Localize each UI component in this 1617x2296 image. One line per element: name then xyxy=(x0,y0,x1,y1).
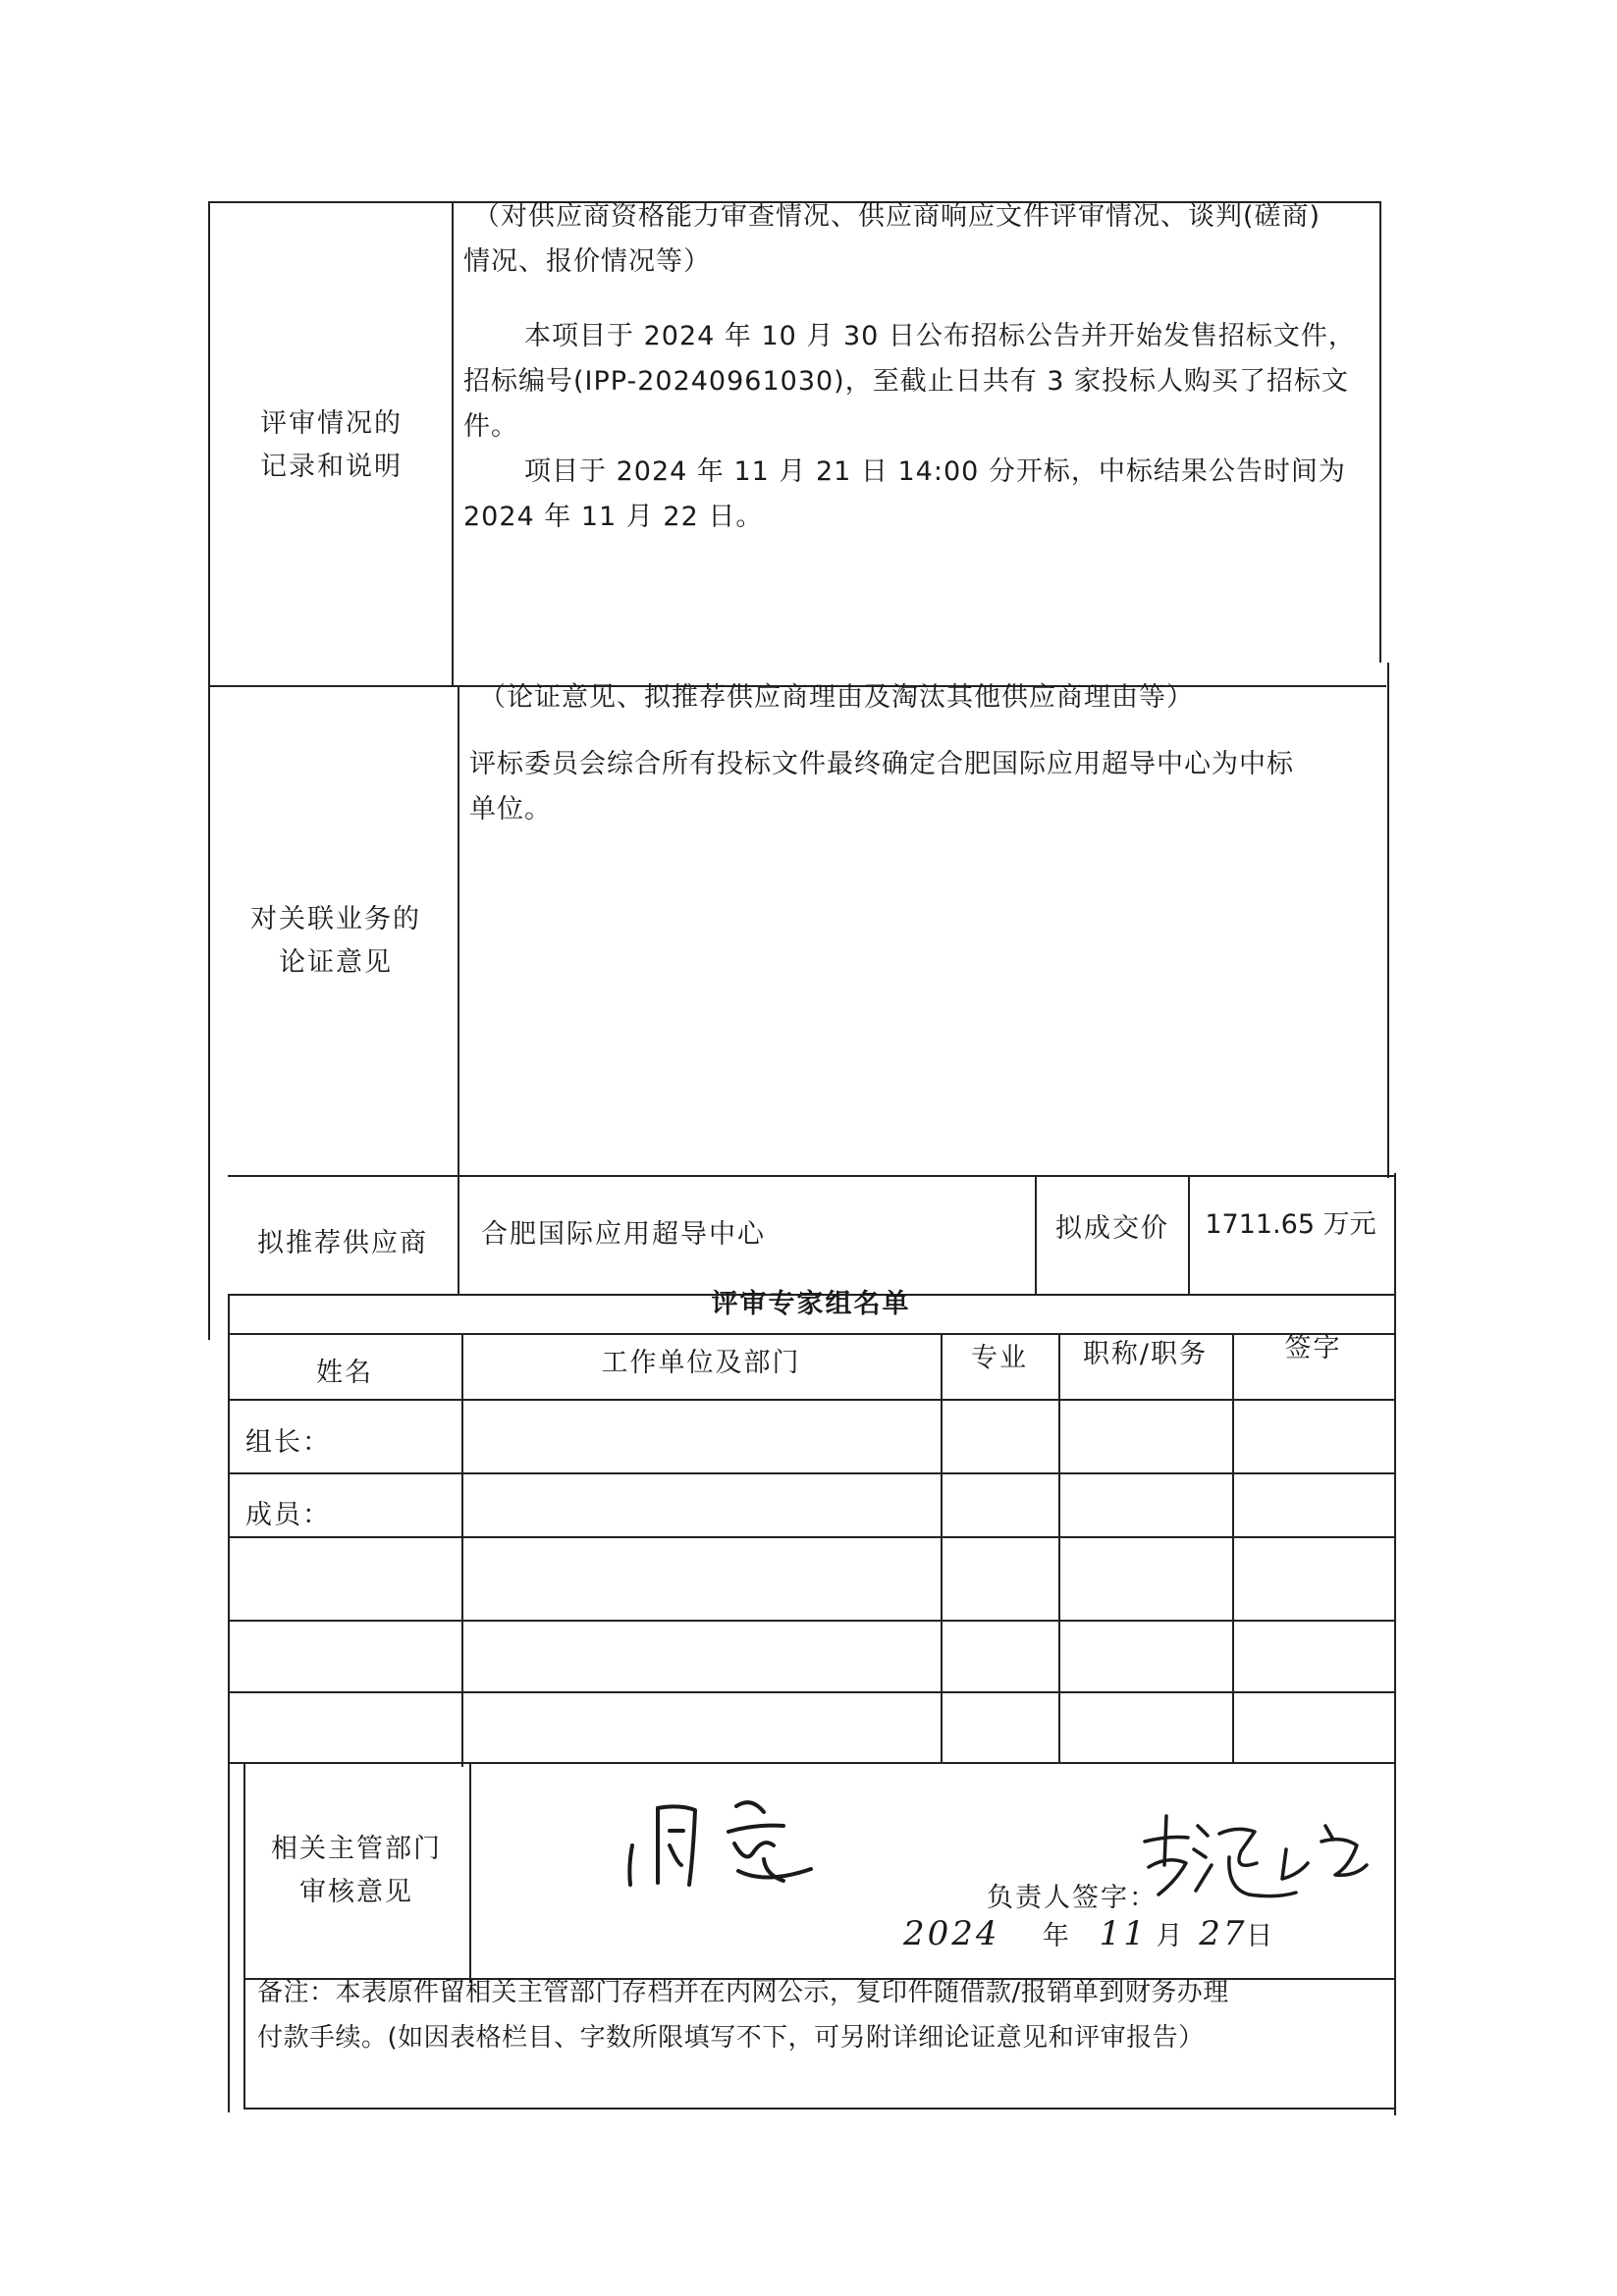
table-border-bottom xyxy=(243,2108,1394,2109)
label-divider-2 xyxy=(458,687,459,1296)
expert-header-major: 专业 xyxy=(971,1343,1028,1373)
expert-member-label: 成员： xyxy=(245,1500,331,1530)
table-border-right-2 xyxy=(1387,663,1389,1178)
table-border-right-3 xyxy=(1394,1173,1396,2115)
expert-header-title: 职称/职务 xyxy=(1082,1339,1209,1369)
review-label xyxy=(211,402,452,489)
recommend-price-label: 拟成交价 xyxy=(1055,1213,1169,1244)
argument-body-line1: 评标委员会综合所有投标文件最终确定合肥国际应用超导中心为中标 xyxy=(469,749,1294,779)
review-p1-line2: 招标编号(IPP-20240961030)，至截止日共有 3 家投标人购买了招标文 xyxy=(463,366,1350,397)
approval-date-month: 11 xyxy=(1099,1914,1148,1953)
expert-header-unit: 工作单位及部门 xyxy=(601,1348,801,1378)
handwritten-opinion xyxy=(619,1787,835,1904)
row-line-argument-end xyxy=(228,1175,1394,1177)
argument-content xyxy=(469,675,1382,832)
expert-header-name: 姓名 xyxy=(316,1358,373,1388)
handwritten-signature xyxy=(1139,1806,1374,1914)
review-p2-line1: 项目于 2024 年 11 月 21 日 14:00 分开标，中标结果公告时间为 xyxy=(524,456,1346,487)
review-label-line1: 评审情况的 xyxy=(260,408,403,439)
row-line-leader-end xyxy=(228,1472,1394,1474)
review-content xyxy=(463,194,1376,540)
recommend-supplier: 合肥国际应用超导中心 xyxy=(481,1219,766,1250)
review-hint-line2: 情况、报价情况等） xyxy=(463,246,711,277)
row-line-member2-end xyxy=(228,1620,1394,1622)
argument-label-line1: 对关联业务的 xyxy=(250,904,421,934)
approval-label xyxy=(243,1828,469,1914)
argument-label xyxy=(214,898,458,985)
recommend-price-value: 1711.65 万元 xyxy=(1205,1209,1376,1240)
approval-date-day: 27 xyxy=(1199,1914,1248,1953)
approval-date-year: 2024 xyxy=(903,1914,1000,1953)
note xyxy=(257,1970,1386,2060)
row-line-member1-end xyxy=(228,1536,1394,1538)
experts-title: 评审专家组名单 xyxy=(711,1289,911,1319)
argument-label-line2: 论证意见 xyxy=(279,947,393,978)
table-border-left xyxy=(208,201,210,1340)
approval-date-yue: 月 xyxy=(1156,1921,1186,1951)
review-p2-line2: 2024 年 11 月 22 日。 xyxy=(463,502,764,532)
approval-date-nian: 年 xyxy=(1042,1921,1072,1951)
review-hint-line1: （对供应商资格能力审查情况、供应商响应文件评审情况、谈判(磋商) xyxy=(473,201,1321,232)
row-line-member3-end xyxy=(228,1691,1394,1693)
argument-hint: （论证意见、拟推荐供应商理由及淘汰其他供应商理由等） xyxy=(479,682,1194,713)
approval-label-line1: 相关主管部门 xyxy=(271,1834,442,1864)
table-border-left-bottom xyxy=(243,1762,245,2108)
note-line1: 备注：本表原件留相关主管部门存档并在内网公示，复印件随借款/报销单到财务办理 xyxy=(257,1978,1229,2007)
expert-col-2 xyxy=(1058,1333,1060,1762)
approval-signer-label: 负责人签字： xyxy=(987,1883,1158,1913)
table-border-left-lower xyxy=(228,1296,230,2112)
expert-leader-label: 组长： xyxy=(245,1427,331,1458)
row-line-member4-end xyxy=(228,1762,1394,1764)
note-line2: 付款手续。(如因表格栏目、字数所限填写不下，可另附详细论证意见和评审报告） xyxy=(257,2023,1205,2053)
label-divider-1 xyxy=(452,201,454,687)
approval-date xyxy=(903,1914,1275,1953)
row-line-header-end xyxy=(228,1399,1394,1401)
review-p1-line1: 本项目于 2024 年 10 月 30 日公布招标公告并开始发售招标文件， xyxy=(524,321,1356,351)
expert-header-sign: 签字 xyxy=(1284,1333,1342,1363)
review-label-line2: 记录和说明 xyxy=(260,452,403,482)
approval-label-line2: 审核意见 xyxy=(299,1877,413,1907)
label-divider-4 xyxy=(469,1762,471,1983)
recommend-label: 拟推荐供应商 xyxy=(257,1228,428,1258)
table-border-right xyxy=(1379,201,1381,663)
expert-col-1 xyxy=(941,1333,943,1762)
review-p1-line3: 件。 xyxy=(463,411,518,442)
approval-date-ri: 日 xyxy=(1246,1921,1276,1951)
expert-col-3 xyxy=(1232,1333,1234,1762)
argument-body-line2: 单位。 xyxy=(469,794,552,825)
